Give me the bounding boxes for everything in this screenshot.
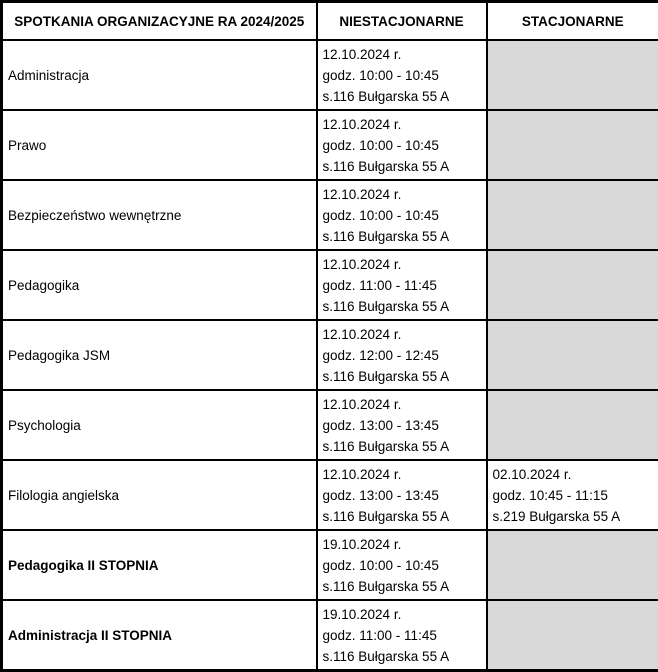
stacjonarne-cell — [487, 110, 658, 180]
program-cell: Administracja — [2, 40, 317, 110]
niestacjonarne-cell — [317, 250, 487, 320]
table-header — [2, 2, 658, 41]
schedule-line: godz. 10:00 - 10:45 — [323, 555, 482, 576]
stacjonarne-cell — [487, 250, 658, 320]
schedule-line: 12.10.2024 r. — [323, 464, 482, 485]
stacjonarne-cell — [487, 530, 658, 600]
schedule-line: 12.10.2024 r. — [323, 324, 482, 345]
program-cell: Administracja II STOPNIA — [2, 600, 317, 671]
header-row — [2, 2, 658, 41]
stacjonarne-cell — [487, 320, 658, 390]
niestacjonarne-cell — [317, 320, 487, 390]
schedule-line: godz. 11:00 - 11:45 — [323, 275, 482, 296]
schedule-line: godz. 13:00 - 13:45 — [323, 485, 482, 506]
program-cell: Filologia angielska — [2, 460, 317, 530]
table-row — [2, 530, 658, 600]
schedule-line: s.116 Bułgarska 55 A — [323, 296, 482, 317]
schedule-line: s.116 Bułgarska 55 A — [323, 646, 482, 667]
schedule-line: godz. 10:45 - 11:15 — [493, 485, 655, 506]
schedule-line: godz. 10:00 - 10:45 — [323, 135, 482, 156]
header-stacjonarne: STACJONARNE — [487, 2, 658, 41]
schedule-line: s.116 Bułgarska 55 A — [323, 436, 482, 457]
schedule-table-body — [2, 40, 658, 671]
table-row — [2, 600, 658, 671]
header-niestacjonarne: NIESTACJONARNE — [317, 2, 487, 41]
niestacjonarne-cell — [317, 460, 487, 530]
stacjonarne-cell — [487, 390, 658, 460]
schedule-line: s.116 Bułgarska 55 A — [323, 576, 482, 597]
schedule-line: 12.10.2024 r. — [323, 184, 482, 205]
table-row — [2, 250, 658, 320]
schedule-line: 12.10.2024 r. — [323, 44, 482, 65]
stacjonarne-cell — [487, 40, 658, 110]
table-row — [2, 180, 658, 250]
niestacjonarne-cell — [317, 40, 487, 110]
schedule-line: s.116 Bułgarska 55 A — [323, 86, 482, 107]
program-cell: Bezpieczeństwo wewnętrzne — [2, 180, 317, 250]
schedule-line: godz. 10:00 - 10:45 — [323, 205, 482, 226]
niestacjonarne-cell — [317, 600, 487, 671]
schedule-line: 19.10.2024 r. — [323, 534, 482, 555]
schedule-line: s.116 Bułgarska 55 A — [323, 156, 482, 177]
niestacjonarne-cell — [317, 180, 487, 250]
table-row — [2, 40, 658, 110]
stacjonarne-cell — [487, 460, 658, 530]
schedule-line: godz. 12:00 - 12:45 — [323, 345, 482, 366]
schedule-line: 12.10.2024 r. — [323, 394, 482, 415]
schedule-line: godz. 13:00 - 13:45 — [323, 415, 482, 436]
table-row — [2, 390, 658, 460]
niestacjonarne-cell — [317, 530, 487, 600]
program-cell: Pedagogika JSM — [2, 320, 317, 390]
schedule-line: s.116 Bułgarska 55 A — [323, 366, 482, 387]
program-cell: Pedagogika — [2, 250, 317, 320]
program-cell: Psychologia — [2, 390, 317, 460]
stacjonarne-cell — [487, 180, 658, 250]
niestacjonarne-cell — [317, 390, 487, 460]
schedule-line: 02.10.2024 r. — [493, 464, 655, 485]
schedule-line: s.116 Bułgarska 55 A — [323, 506, 482, 527]
schedule-line: godz. 10:00 - 10:45 — [323, 65, 482, 86]
schedule-line: 12.10.2024 r. — [323, 254, 482, 275]
schedule-line: 19.10.2024 r. — [323, 604, 482, 625]
header-title: SPOTKANIA ORGANIZACYJNE RA 2024/2025 — [2, 2, 317, 41]
table-row — [2, 460, 658, 530]
program-cell: Prawo — [2, 110, 317, 180]
program-cell: Pedagogika II STOPNIA — [2, 530, 317, 600]
table-row — [2, 320, 658, 390]
niestacjonarne-cell — [317, 110, 487, 180]
schedule-line: 12.10.2024 r. — [323, 114, 482, 135]
stacjonarne-cell — [487, 600, 658, 671]
table-row — [2, 110, 658, 180]
schedule-line: godz. 11:00 - 11:45 — [323, 625, 482, 646]
schedule-line: s.116 Bułgarska 55 A — [323, 226, 482, 247]
schedule-line: s.219 Bułgarska 55 A — [493, 506, 655, 527]
